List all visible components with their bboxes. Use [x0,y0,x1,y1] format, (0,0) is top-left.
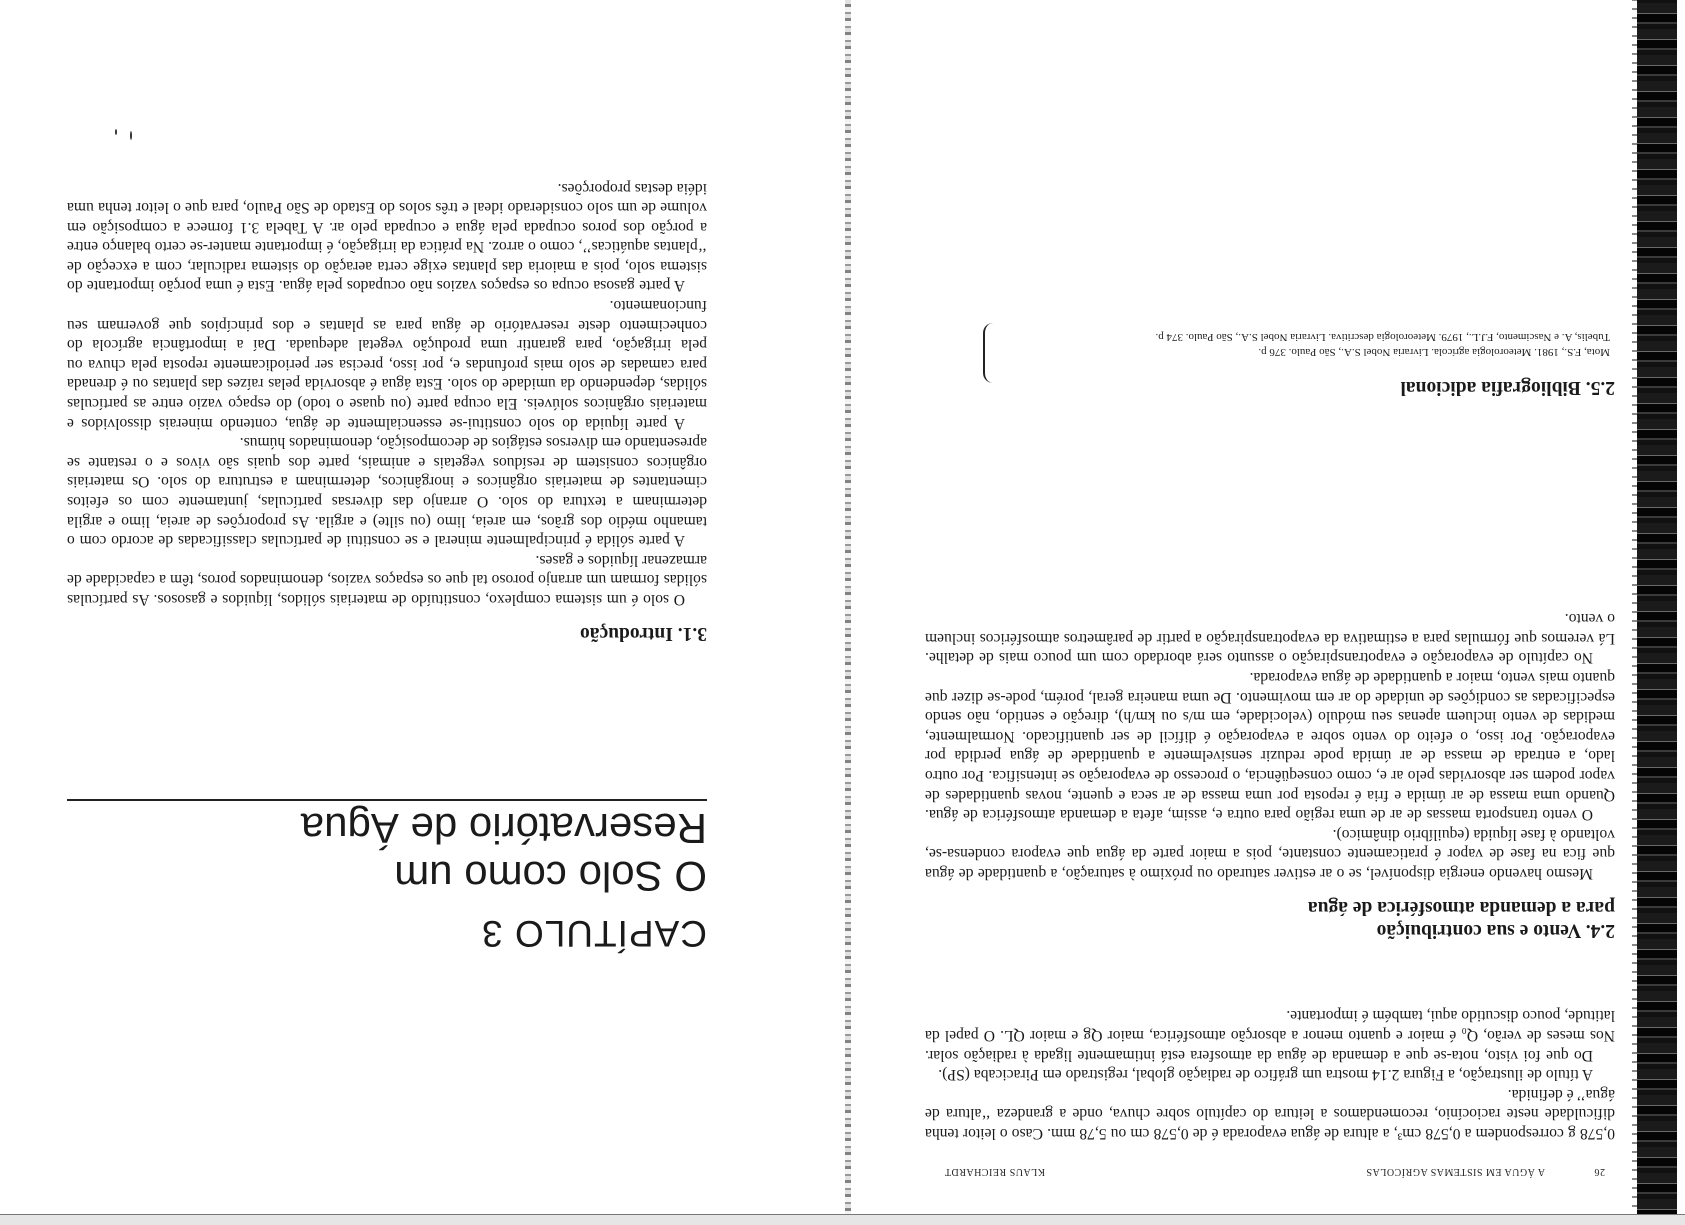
page-27-chapter-3 [0,0,842,1225]
scan-dark-edge [1637,0,1677,1225]
section-3-1-heading: 3.1. Introdução [580,623,707,644]
chapter-label: CAPÍTULO 3 [481,913,707,954]
section-2-5-heading: 2.5. Bibliografia adicional [1400,377,1615,398]
section-2-4-heading [925,896,1615,942]
reference-item: Mota, F.S., 1981. Meteorologia agrícola. Livraria Nobel S.A., São Paulo. 376 p. [1258,346,1610,358]
paragraph: O vento transporta massas de ar de uma região para outra e, assim, afeta a demanda atmosférica de água. Quando uma massa de ar úmida e fria é reposta por uma massa de ar seca e quente, novas quantidades de vapor podem ser absorvidas pelo ar e, como conseqüência, o processo de evaporação se intensifica. Por outro lado, a entrada de massa de ar úmida pode reduzir sensivelmente a quantidade de água perdida por evaporação. Por isso, o efeito do vento sobre a evaporação é difícil de ser quantificado. Normalmente, medidas de vento incluem apenas seu módulo (velocidade, em m/s ou km/h), direção e sentido, não sendo especificadas as condições de unidade do ar em movimento. De uma maneira geral, porém, pode-se dizer que quanto mais vento, maior a quantidade de água evaporada. [925,669,1615,824]
section-3-1-text [67,178,707,609]
chapter-title-rule [67,800,707,802]
scan-speck [130,131,132,140]
paragraph: O solo é um sistema complexo, constituído de materiais sólidos, líquidos e gasosos. As partículas sólidas formam um arranjo poroso tal que os espaços vazios, denominados poros, têm a capacidade de armazenar líquidos e gases. [67,551,707,608]
paragraph: Mesmo havendo energia disponível, se o ar estiver saturado ou próximo à saturação, a quantidade de água que fica na fase de vapor é praticamente constante, pois a maior parte da água que evapora condensa-se, voltando à fase líquida (equilíbrio dinâmico). [925,825,1615,882]
section-2-4-text [925,609,1615,883]
running-head-author: KLAUS REICHARDT [944,1166,1045,1177]
references-list [950,329,1610,359]
chapter-title [301,804,707,900]
chapter-title-line2: Reservatório de Água [300,805,707,852]
reference-item: Tubelis, A. e Nascimento, F.J.L., 1979. Meteorologia descritiva. Livraria Nobel S.A., São Paulo. 374 p. [1155,331,1610,343]
paragraph: A parte gasosa ocupa os espaços vazios não ocupados pela água. Esta é uma porção importante do sistema solo, pois a maioria das plantas exige certa aeração do sistema radicular, com a exceção de ‘‘plantas aquáticas’’, como o arroz. Na prática da irrigação, é importante manter-se certo balanço entre a porção dos poros ocupada pela água e ocupada pelo ar. A Tabela 3.1 fornece a composição em volume de um solo considerado ideal e três solos do Estado de São Paulo, para que o leitor tenha uma idéia destas proporções. [67,179,707,295]
section-2-4-heading-line1: 2.4. Vento e sua contribuição [1376,920,1615,941]
section-2-4-heading-line2: para a demanda atmosférica de água [1307,897,1615,918]
gutter-shadow [845,0,851,1225]
paragraph: A parte líquida do solo constitui-se essencialmente de água, contendo minerais dissolvidos e materiais orgânicos solúveis. Ela ocupa parte (ou quase o todo) do espaço vazio entre as partículas sólidas, dependendo da umidade do solo. Esta água é absorvida pelas raízes das plantas ou é drenada para camadas de solo mais profundas e, por isso, precisa ser periodicamente reposta pela chuva ou pela irrigação, para garantir uma produção vegetal adequada. Daí a importância agrícola do conhecimento deste reservatório de água para as plantas e dos princípios que governam seu funcionamento. [67,297,707,432]
page-26 [843,0,1685,1225]
pen-mark [983,323,997,383]
chapter-title-line1: O Solo como um [394,853,707,900]
paragraph: A título de ilustração, a Figura 2.14 mostra um gráfico de radiação global, registrado em Piracicaba (SP). [938,1066,1593,1084]
running-head-book-title: A ÁGUA EM SISTEMAS AGRÍCOLAS [1365,1166,1545,1177]
paragraph: No capítulo de evaporação e evapotranspiração o assunto será abordado com um pouco mais de detalhe. Lá veremos que fórmulas para a estimativa da evapotranspiração a partir de parâmetros atmosféricos incluem o vento. [925,610,1615,667]
paragraph: Do que foi visto, nota-se que a demanda de água da atmosfera está intimamente ligada à radiação solar. Nos meses de verão, Q₀ é maior e quanto menor a absorção atmosférica, maior Qg e maior QL. O papel da latitude, pouco discutido aqui, também é importante. [925,1007,1615,1064]
page-number: 26 [1594,1166,1605,1177]
scan-page-edge [0,1214,1685,1225]
paragraph: A parte sólida é principalmente mineral e se constitui de partículas classificadas de acordo com o tamanho médio dos grãos, em areia, limo (ou silte) e argila. As proporções de areia, limo e argila determinam a textura do solo. O arranjo das diversas partículas, juntamente com os efeitos cimentantes de materiais orgânicos e inorgânicos, determinam a estrutura do solo. Os materiais orgânicos consistem de resíduos vegetais e animais, parte dos quais são vivos e o restante se apresentando em diversos estágios de decomposição, denominados húmus. [67,434,707,550]
paragraph: 0,578 g correspondem a 0,578 cm³, a altura de água evaporada é de 0,578 cm ou 5,78 mm. Caso o leitor tenha dificuldade neste raciocínio, recomendamos a leitura do capítulo sobre chuva, onde a grandeza ‘‘altura de água’’ é definida. [925,1085,1615,1142]
continued-text-block [925,1006,1615,1143]
scan-speck [115,129,117,135]
